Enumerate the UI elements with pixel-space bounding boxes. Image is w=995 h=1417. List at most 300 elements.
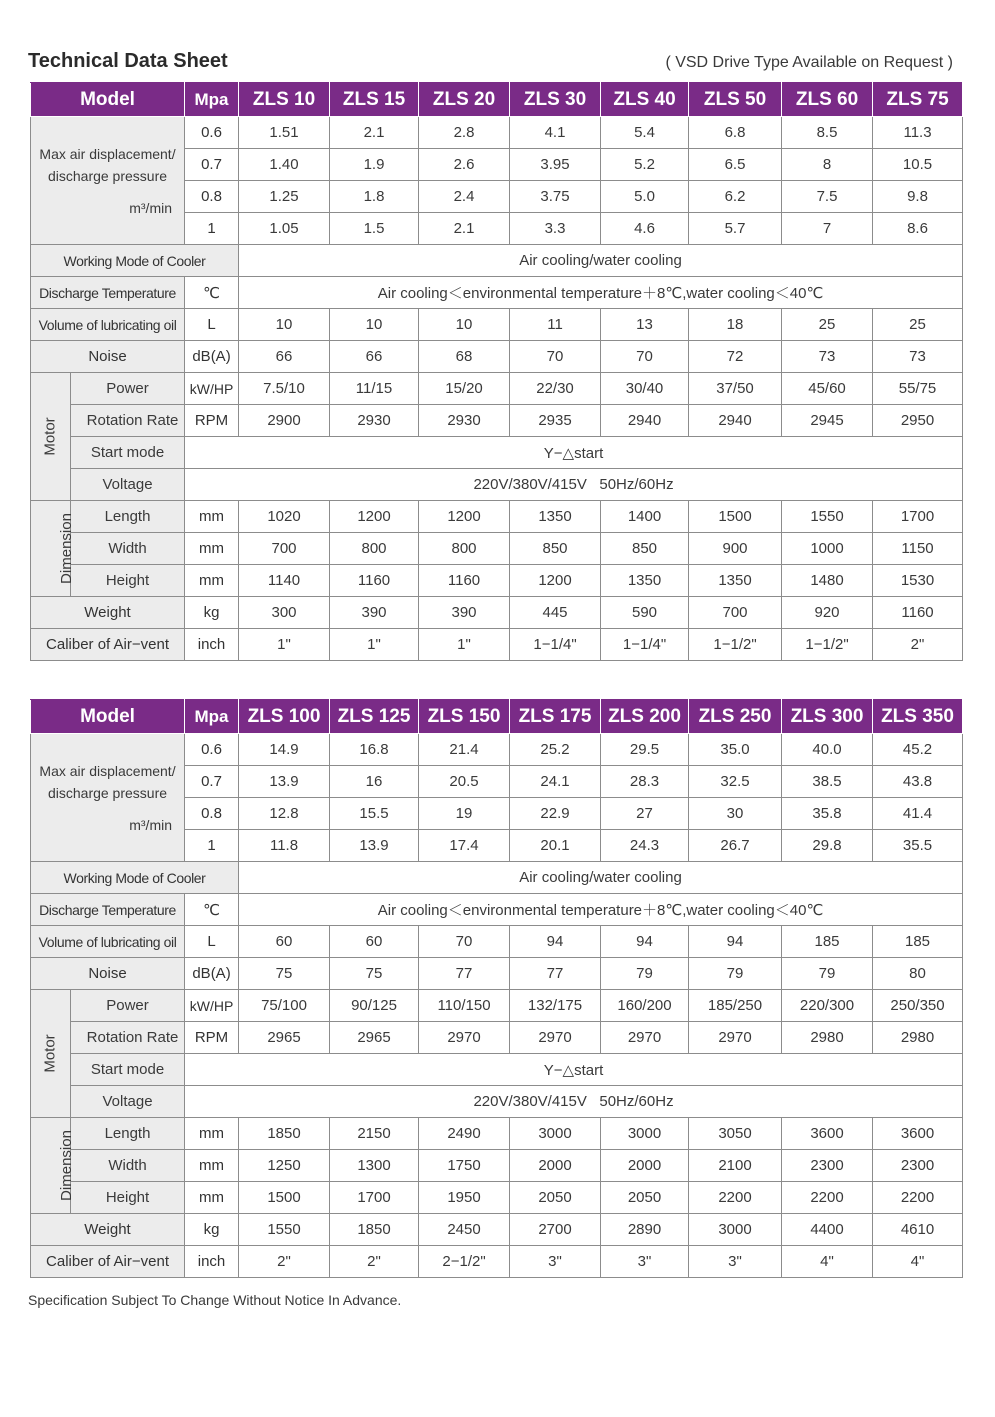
mm-unit: mm <box>185 1182 239 1214</box>
flow-value: 17.4 <box>419 830 510 862</box>
voltage-label: Voltage <box>71 469 185 501</box>
pressure-value: 0.7 <box>185 766 239 798</box>
noise-value: 73 <box>873 341 963 373</box>
model-name: ZLS 50 <box>689 83 782 117</box>
flow-value: 13.9 <box>330 830 419 862</box>
weight-value: 1550 <box>239 1214 330 1246</box>
flow-value: 45.2 <box>873 734 963 766</box>
rotation-unit: RPM <box>185 1022 239 1054</box>
flow-value: 26.7 <box>689 830 782 862</box>
dimension-group <box>31 1118 75 1214</box>
start-mode-label: Start mode <box>71 437 185 469</box>
oil-unit: L <box>185 309 239 341</box>
max-air-label-line1: Max air displacement/ <box>39 762 176 779</box>
height-value: 1160 <box>330 565 419 597</box>
flow-value: 10.5 <box>873 149 963 181</box>
height-value: 1200 <box>510 565 601 597</box>
caliber-value: 1" <box>330 629 419 661</box>
flow-unit: m³/min <box>129 816 173 833</box>
max-air-label <box>31 734 185 862</box>
width-value: 2000 <box>601 1150 689 1182</box>
voltage-row <box>31 469 963 501</box>
flow-value: 3.75 <box>510 181 601 213</box>
temp-unit: ℃ <box>185 894 239 926</box>
weight-value: 4400 <box>782 1214 873 1246</box>
height-value: 1350 <box>601 565 689 597</box>
voltage-value: 220V/380V/415V 50Hz/60Hz <box>185 1086 963 1118</box>
cooler-label: Working Mode of Cooler <box>31 245 239 277</box>
pressure-value: 0.6 <box>185 117 239 149</box>
flow-value: 14.9 <box>239 734 330 766</box>
caliber-label: Caliber of Air−vent <box>31 1246 185 1278</box>
power-unit: kW/HP <box>185 373 239 405</box>
length-value: 1700 <box>873 501 963 533</box>
oil-value: 10 <box>330 309 419 341</box>
flow-value: 29.5 <box>601 734 689 766</box>
length-value: 1200 <box>419 501 510 533</box>
length-row <box>31 1118 963 1150</box>
spec-table-2 <box>30 699 963 1278</box>
power-value: 7.5/10 <box>239 373 330 405</box>
rpm-value: 2940 <box>601 405 689 437</box>
model-name: ZLS 40 <box>601 83 689 117</box>
oil-value: 60 <box>239 926 330 958</box>
width-value: 850 <box>601 533 689 565</box>
length-value: 1500 <box>689 501 782 533</box>
model-name: ZLS 60 <box>782 83 873 117</box>
width-value: 2300 <box>873 1150 963 1182</box>
mm-unit: mm <box>185 1150 239 1182</box>
noise-row <box>31 341 963 373</box>
flow-row <box>31 117 963 149</box>
power-value: 160/200 <box>601 990 689 1022</box>
caliber-value: 2" <box>330 1246 419 1278</box>
model-name: ZLS 250 <box>689 700 782 734</box>
mm-unit: mm <box>185 533 239 565</box>
length-value: 2490 <box>419 1118 510 1150</box>
mpa-header: Mpa <box>185 83 239 117</box>
flow-value: 38.5 <box>782 766 873 798</box>
noise-value: 79 <box>601 958 689 990</box>
model-name: ZLS 20 <box>419 83 510 117</box>
oil-value: 10 <box>239 309 330 341</box>
flow-value: 2.1 <box>330 117 419 149</box>
max-air-label-line2: discharge pressure <box>47 784 168 801</box>
caliber-value: 3" <box>689 1246 782 1278</box>
height-value: 1480 <box>782 565 873 597</box>
noise-value: 73 <box>782 341 873 373</box>
caliber-row <box>31 629 963 661</box>
length-value: 3000 <box>510 1118 601 1150</box>
height-label: Height <box>71 1182 185 1214</box>
oil-value: 13 <box>601 309 689 341</box>
height-value: 1950 <box>419 1182 510 1214</box>
discharge-temp-label: Discharge Temperature <box>31 894 185 926</box>
weight-value: 2450 <box>419 1214 510 1246</box>
rotation-label: Rotation Rate <box>71 1022 185 1054</box>
start-mode-value: Y−△start <box>185 437 963 469</box>
vsd-note: ( VSD Drive Type Available on Request ) <box>665 54 953 71</box>
max-air-label-line2: discharge pressure <box>47 167 168 184</box>
power-value: 75/100 <box>239 990 330 1022</box>
height-value: 2200 <box>873 1182 963 1214</box>
flow-value: 24.3 <box>601 830 689 862</box>
rpm-value: 2930 <box>330 405 419 437</box>
flow-value: 13.9 <box>239 766 330 798</box>
noise-value: 79 <box>689 958 782 990</box>
flow-value: 28.3 <box>601 766 689 798</box>
model-header: Model <box>31 700 185 734</box>
model-name: ZLS 350 <box>873 700 963 734</box>
page-title: Technical Data Sheet <box>28 50 228 72</box>
height-value: 1530 <box>873 565 963 597</box>
length-value: 1550 <box>782 501 873 533</box>
noise-value: 77 <box>510 958 601 990</box>
flow-value: 41.4 <box>873 798 963 830</box>
rpm-value: 2980 <box>873 1022 963 1054</box>
cooler-value: Air cooling/water cooling <box>239 862 963 894</box>
rpm-value: 2930 <box>419 405 510 437</box>
power-label: Power <box>71 990 185 1022</box>
noise-value: 75 <box>239 958 330 990</box>
discharge-temp-row <box>31 277 963 309</box>
flow-value: 1.8 <box>330 181 419 213</box>
power-row <box>31 373 963 405</box>
cooler-label: Working Mode of Cooler <box>31 862 239 894</box>
caliber-value: 4" <box>873 1246 963 1278</box>
length-row <box>31 501 963 533</box>
flow-row <box>31 734 963 766</box>
height-value: 2200 <box>782 1182 873 1214</box>
discharge-temp-value: Air cooling＜environmental temperature＋8℃,water cooling＜40℃ <box>239 277 963 309</box>
voltage-row <box>31 1086 963 1118</box>
length-value: 1850 <box>239 1118 330 1150</box>
flow-value: 4.1 <box>510 117 601 149</box>
flow-value: 3.3 <box>510 213 601 245</box>
header-row <box>31 83 963 117</box>
noise-label: Noise <box>31 958 185 990</box>
height-value: 2050 <box>601 1182 689 1214</box>
rotation-unit: RPM <box>185 405 239 437</box>
flow-value: 43.8 <box>873 766 963 798</box>
caliber-value: 1" <box>239 629 330 661</box>
width-value: 800 <box>419 533 510 565</box>
temp-unit: ℃ <box>185 277 239 309</box>
caliber-value: 2" <box>239 1246 330 1278</box>
kg-unit: kg <box>185 597 239 629</box>
dimension-label: Dimension <box>57 513 75 584</box>
weight-value: 2890 <box>601 1214 689 1246</box>
weight-value: 300 <box>239 597 330 629</box>
flow-value: 35.5 <box>873 830 963 862</box>
width-value: 800 <box>330 533 419 565</box>
weight-label: Weight <box>31 597 185 629</box>
power-value: 110/150 <box>419 990 510 1022</box>
weight-value: 390 <box>330 597 419 629</box>
power-row <box>31 990 963 1022</box>
power-value: 15/20 <box>419 373 510 405</box>
width-value: 900 <box>689 533 782 565</box>
max-air-label <box>31 117 185 245</box>
flow-value: 12.8 <box>239 798 330 830</box>
weight-row <box>31 597 963 629</box>
caliber-value: 3" <box>601 1246 689 1278</box>
weight-value: 4610 <box>873 1214 963 1246</box>
flow-value: 32.5 <box>689 766 782 798</box>
noise-value: 70 <box>510 341 601 373</box>
flow-value: 16.8 <box>330 734 419 766</box>
weight-row <box>31 1214 963 1246</box>
caliber-value: 3" <box>510 1246 601 1278</box>
noise-value: 77 <box>419 958 510 990</box>
start-mode-value: Y−△start <box>185 1054 963 1086</box>
power-value: 250/350 <box>873 990 963 1022</box>
width-value: 1300 <box>330 1150 419 1182</box>
power-value: 220/300 <box>782 990 873 1022</box>
weight-value: 1160 <box>873 597 963 629</box>
model-name: ZLS 75 <box>873 83 963 117</box>
pressure-value: 0.8 <box>185 181 239 213</box>
oil-row <box>31 309 963 341</box>
flow-value: 6.2 <box>689 181 782 213</box>
rotation-row <box>31 405 963 437</box>
oil-value: 25 <box>782 309 873 341</box>
spec-table-1 <box>30 82 963 661</box>
oil-value: 70 <box>419 926 510 958</box>
power-value: 185/250 <box>689 990 782 1022</box>
caliber-value: 4" <box>782 1246 873 1278</box>
weight-value: 2700 <box>510 1214 601 1246</box>
flow-value: 16 <box>330 766 419 798</box>
flow-value: 5.0 <box>601 181 689 213</box>
width-value: 850 <box>510 533 601 565</box>
flow-value: 27 <box>601 798 689 830</box>
flow-value: 1.05 <box>239 213 330 245</box>
oil-value: 94 <box>601 926 689 958</box>
oil-value: 185 <box>873 926 963 958</box>
motor-group <box>31 373 71 501</box>
caliber-value: 1−1/2" <box>782 629 873 661</box>
flow-value: 7 <box>782 213 873 245</box>
length-value: 2150 <box>330 1118 419 1150</box>
flow-value: 8.5 <box>782 117 873 149</box>
length-value: 1350 <box>510 501 601 533</box>
length-value: 3600 <box>873 1118 963 1150</box>
weight-value: 1850 <box>330 1214 419 1246</box>
model-name: ZLS 100 <box>239 700 330 734</box>
discharge-temp-label: Discharge Temperature <box>31 277 185 309</box>
pressure-value: 0.6 <box>185 734 239 766</box>
caliber-row <box>31 1246 963 1278</box>
noise-unit: dB(A) <box>185 958 239 990</box>
flow-value: 25.2 <box>510 734 601 766</box>
noise-value: 70 <box>601 341 689 373</box>
rpm-value: 2900 <box>239 405 330 437</box>
rpm-value: 2970 <box>601 1022 689 1054</box>
cooler-row <box>31 862 963 894</box>
width-row <box>31 533 963 565</box>
flow-value: 5.2 <box>601 149 689 181</box>
noise-value: 75 <box>330 958 419 990</box>
start-mode-row <box>31 1054 963 1086</box>
height-value: 1350 <box>689 565 782 597</box>
length-value: 3050 <box>689 1118 782 1150</box>
rpm-value: 2970 <box>689 1022 782 1054</box>
width-value: 2100 <box>689 1150 782 1182</box>
flow-value: 20.1 <box>510 830 601 862</box>
caliber-value: 2−1/2" <box>419 1246 510 1278</box>
caliber-label: Caliber of Air−vent <box>31 629 185 661</box>
power-value: 90/125 <box>330 990 419 1022</box>
weight-value: 700 <box>689 597 782 629</box>
length-value: 1020 <box>239 501 330 533</box>
width-value: 1150 <box>873 533 963 565</box>
oil-value: 10 <box>419 309 510 341</box>
rpm-value: 2965 <box>239 1022 330 1054</box>
start-mode-label: Start mode <box>71 1054 185 1086</box>
motor-group <box>31 990 71 1118</box>
rpm-value: 2965 <box>330 1022 419 1054</box>
length-label: Length <box>71 1118 185 1150</box>
noise-unit: dB(A) <box>185 341 239 373</box>
height-value: 2200 <box>689 1182 782 1214</box>
power-label: Power <box>71 373 185 405</box>
width-label: Width <box>71 533 185 565</box>
weight-label: Weight <box>31 1214 185 1246</box>
model-name: ZLS 200 <box>601 700 689 734</box>
width-row <box>31 1150 963 1182</box>
flow-value: 9.8 <box>873 181 963 213</box>
power-unit: kW/HP <box>185 990 239 1022</box>
pressure-value: 0.7 <box>185 149 239 181</box>
noise-value: 68 <box>419 341 510 373</box>
height-label: Height <box>71 565 185 597</box>
cooler-value: Air cooling/water cooling <box>239 245 963 277</box>
power-value: 37/50 <box>689 373 782 405</box>
flow-value: 1.25 <box>239 181 330 213</box>
flow-value: 15.5 <box>330 798 419 830</box>
length-value: 3000 <box>601 1118 689 1150</box>
flow-value: 19 <box>419 798 510 830</box>
mm-unit: mm <box>185 565 239 597</box>
model-name: ZLS 30 <box>510 83 601 117</box>
length-value: 1200 <box>330 501 419 533</box>
power-value: 55/75 <box>873 373 963 405</box>
pressure-value: 0.8 <box>185 798 239 830</box>
rpm-value: 2940 <box>689 405 782 437</box>
kg-unit: kg <box>185 1214 239 1246</box>
flow-value: 35.8 <box>782 798 873 830</box>
pressure-value: 1 <box>185 213 239 245</box>
rpm-value: 2970 <box>510 1022 601 1054</box>
rotation-label: Rotation Rate <box>71 405 185 437</box>
flow-value: 35.0 <box>689 734 782 766</box>
inch-unit: inch <box>185 1246 239 1278</box>
noise-label: Noise <box>31 341 185 373</box>
height-row <box>31 565 963 597</box>
noise-value: 79 <box>782 958 873 990</box>
length-value: 1400 <box>601 501 689 533</box>
mm-unit: mm <box>185 1118 239 1150</box>
model-name: ZLS 150 <box>419 700 510 734</box>
width-value: 700 <box>239 533 330 565</box>
start-mode-row <box>31 437 963 469</box>
rpm-value: 2950 <box>873 405 963 437</box>
flow-value: 22.9 <box>510 798 601 830</box>
flow-value: 5.7 <box>689 213 782 245</box>
weight-value: 390 <box>419 597 510 629</box>
height-row <box>31 1182 963 1214</box>
model-name: ZLS 300 <box>782 700 873 734</box>
width-value: 2300 <box>782 1150 873 1182</box>
weight-value: 3000 <box>689 1214 782 1246</box>
cooler-row <box>31 245 963 277</box>
oil-label: Volume of lubricating oil <box>31 309 185 341</box>
flow-value: 5.4 <box>601 117 689 149</box>
flow-value: 7.5 <box>782 181 873 213</box>
rotation-row <box>31 1022 963 1054</box>
oil-value: 94 <box>510 926 601 958</box>
caliber-value: 1−1/4" <box>601 629 689 661</box>
flow-value: 29.8 <box>782 830 873 862</box>
flow-value: 8.6 <box>873 213 963 245</box>
noise-value: 72 <box>689 341 782 373</box>
width-label: Width <box>71 1150 185 1182</box>
caliber-value: 2" <box>873 629 963 661</box>
oil-value: 18 <box>689 309 782 341</box>
oil-value: 11 <box>510 309 601 341</box>
rpm-value: 2945 <box>782 405 873 437</box>
rpm-value: 2935 <box>510 405 601 437</box>
flow-unit: m³/min <box>129 199 173 216</box>
noise-value: 80 <box>873 958 963 990</box>
flow-value: 8 <box>782 149 873 181</box>
dimension-group <box>31 501 75 597</box>
flow-value: 24.1 <box>510 766 601 798</box>
flow-value: 21.4 <box>419 734 510 766</box>
footer-note: Specification Subject To Change Without Notice In Advance. <box>28 1292 402 1308</box>
flow-value: 3.95 <box>510 149 601 181</box>
height-value: 1500 <box>239 1182 330 1214</box>
oil-value: 94 <box>689 926 782 958</box>
noise-value: 66 <box>239 341 330 373</box>
weight-value: 445 <box>510 597 601 629</box>
oil-label: Volume of lubricating oil <box>31 926 185 958</box>
height-value: 1700 <box>330 1182 419 1214</box>
motor-label: Motor <box>42 417 59 456</box>
dimension-label: Dimension <box>57 1130 75 1201</box>
caliber-value: 1−1/2" <box>689 629 782 661</box>
flow-value: 40.0 <box>782 734 873 766</box>
oil-value: 25 <box>873 309 963 341</box>
caliber-value: 1−1/4" <box>510 629 601 661</box>
mm-unit: mm <box>185 501 239 533</box>
oil-row <box>31 926 963 958</box>
flow-value: 1.51 <box>239 117 330 149</box>
oil-unit: L <box>185 926 239 958</box>
rpm-value: 2980 <box>782 1022 873 1054</box>
width-value: 1000 <box>782 533 873 565</box>
discharge-temp-row <box>31 894 963 926</box>
header-row <box>31 700 963 734</box>
noise-value: 66 <box>330 341 419 373</box>
flow-value: 2.8 <box>419 117 510 149</box>
length-label: Length <box>71 501 185 533</box>
mpa-header: Mpa <box>185 700 239 734</box>
oil-value: 185 <box>782 926 873 958</box>
model-name: ZLS 10 <box>239 83 330 117</box>
oil-value: 60 <box>330 926 419 958</box>
